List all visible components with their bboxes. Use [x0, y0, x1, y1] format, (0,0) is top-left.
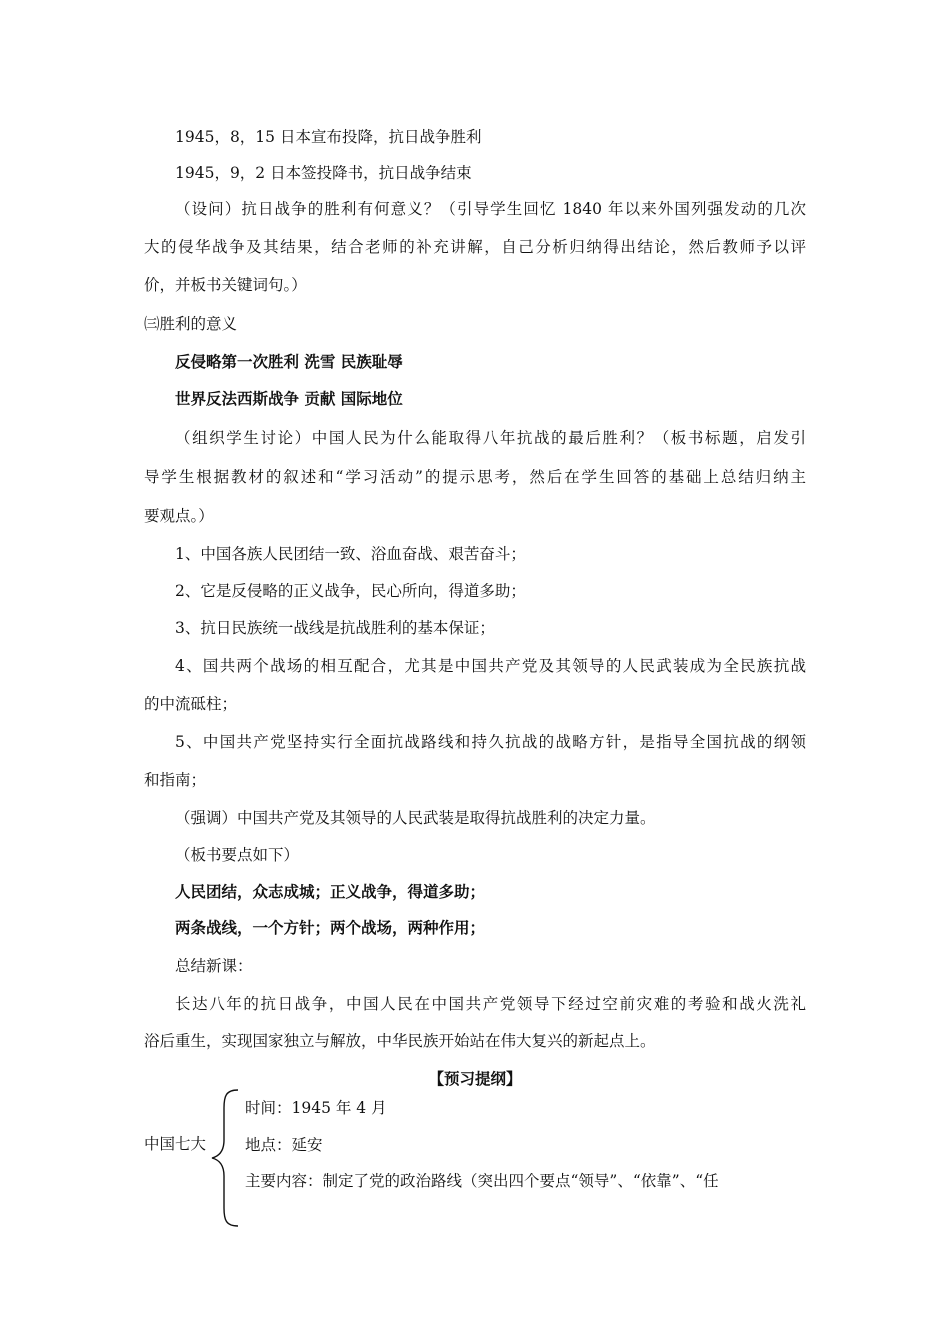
board-key-phrase: 世界反法西斯战争 贡献 国际地位: [175, 390, 403, 408]
list-item: 1、中国各族人民团结一致、浴血奋战、艰苦奋斗；: [175, 545, 526, 563]
text-line: （设问）抗日战争的胜利有何意义？（引导学生回忆 1840 年以来外国列强发动的几次: [175, 200, 806, 218]
text-line: 浴后重生，实现国家独立与解放，中华民族开始站在伟大复兴的新起点上。: [144, 1032, 656, 1050]
list-item: 5、中国共产党坚持实行全面抗战路线和持久抗战的战略方针，是指导全国抗战的纲领: [175, 733, 806, 751]
board-key-phrase: 人民团结，众志成城；正义战争，得道多助；: [175, 883, 486, 901]
board-key-phrase: 反侵略第一次胜利 洗雪 民族耻辱: [175, 353, 403, 371]
text-line: （组织学生讨论）中国人民为什么能取得八年抗战的最后胜利？（板书标题，启发引: [175, 429, 806, 447]
text-line: （强调）中国共产党及其领导的人民武装是取得抗战胜利的决定力量。: [175, 809, 656, 827]
text-line: 大的侵华战争及其结果，结合老师的补充讲解，自己分析归纳得出结论，然后教师予以评: [144, 238, 806, 256]
text-line: 价，并板书关键词句。）: [144, 276, 307, 294]
list-item: 2、它是反侵略的正义战争，民心所向，得道多助；: [175, 582, 526, 600]
list-item-continuation: 的中流砥柱；: [144, 695, 238, 713]
outline-item-time: 时间：1945 年 4 月: [245, 1099, 387, 1117]
text-line: 1945，8，15 日本宣布投降，抗日战争胜利: [175, 128, 482, 146]
outline-heading: 【预习提纲】: [428, 1070, 522, 1088]
outline-item-place: 地点：延安: [245, 1136, 323, 1154]
curly-brace-icon: [210, 1088, 240, 1228]
section-heading: ㈢胜利的意义: [144, 315, 238, 333]
text-line: 长达八年的抗日战争，中国人民在中国共产党领导下经过空前灾难的考验和战火洗礼: [175, 995, 806, 1013]
outline-label: 中国七大: [144, 1135, 207, 1153]
board-key-phrase: 两条战线，一个方针；两个战场，两种作用；: [175, 919, 486, 937]
text-line: 1945，9，2 日本签投降书，抗日战争结束: [175, 164, 472, 182]
text-line: 导学生根据教材的叙述和“学习活动”的提示思考，然后在学生回答的基础上总结归纳主: [144, 468, 806, 486]
list-item-continuation: 和指南；: [144, 771, 207, 789]
text-line: 要观点。）: [144, 507, 214, 525]
outline-item-content: 主要内容：制定了党的政治路线（突出四个要点“领导”、“依靠”、“任: [245, 1172, 719, 1190]
text-line: 总结新课：: [175, 957, 253, 975]
text-line: （板书要点如下）: [175, 846, 300, 864]
list-item: 3、抗日民族统一战线是抗战胜利的基本保证；: [175, 619, 495, 637]
list-item: 4、国共两个战场的相互配合，尤其是中国共产党及其领导的人民武装成为全民族抗战: [175, 657, 806, 675]
